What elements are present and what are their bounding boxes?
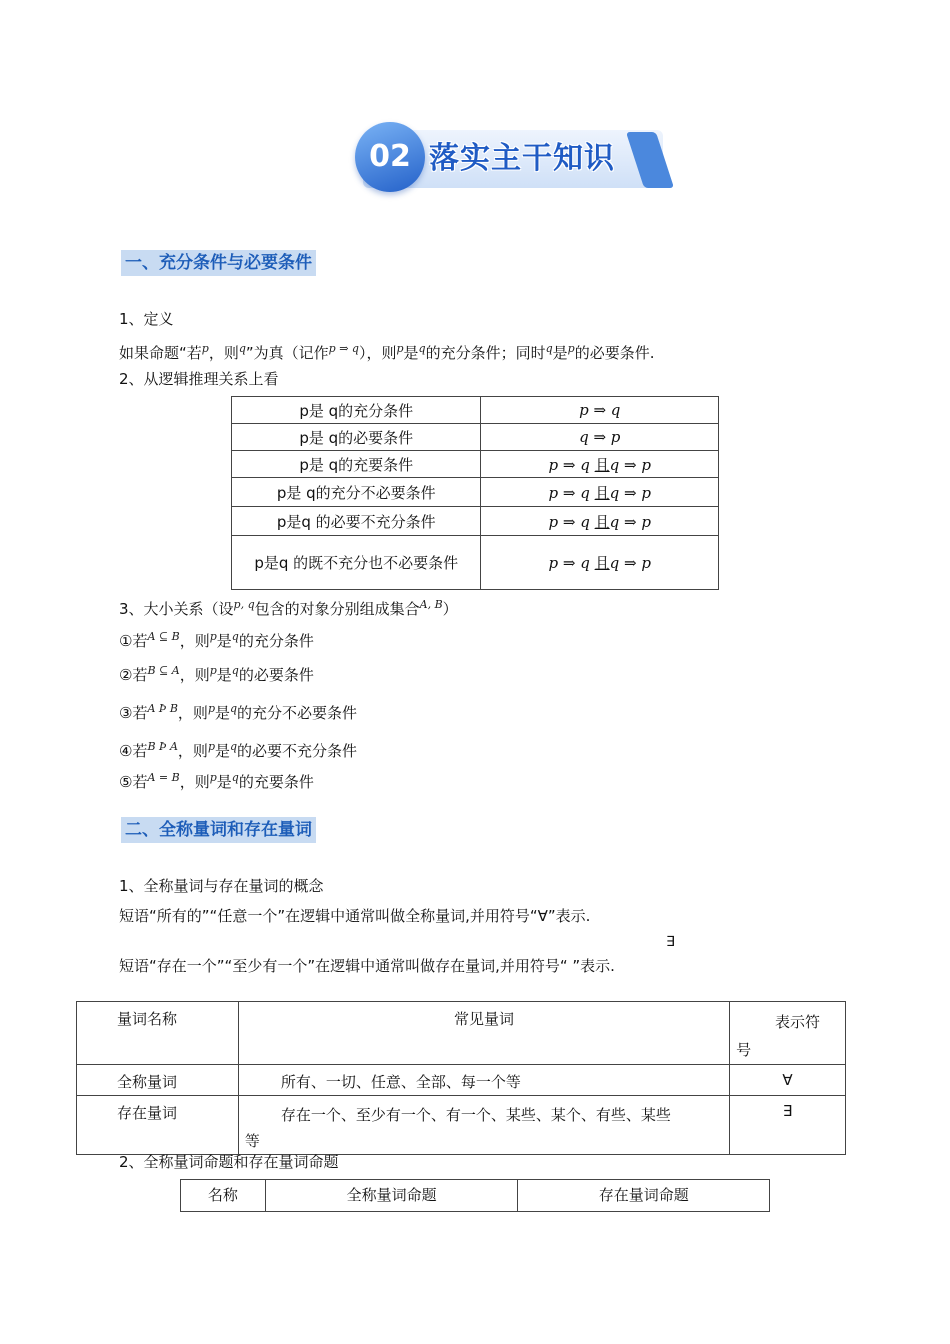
list-item: ③若$^{A Þ B}$，则$^p$是$^q$的充分不必要条件 bbox=[119, 702, 358, 722]
table-row bbox=[77, 1002, 846, 1065]
banner-number: 02 bbox=[355, 122, 425, 192]
table-row bbox=[232, 397, 719, 424]
header-existential: 存在量词命题 bbox=[518, 1180, 770, 1212]
table-cell: p是 q的必要条件 bbox=[232, 424, 481, 451]
table-cell: p是 q的充分条件 bbox=[232, 397, 481, 424]
concept-title: 1、全称量词与存在量词的概念 bbox=[119, 877, 324, 895]
table-cell: q ⇒ p bbox=[481, 424, 719, 451]
list-item: ①若$^{A ⊆ B}$，则$^p$是$^q$的充分条件 bbox=[119, 630, 314, 650]
table-cell: 存在量词 bbox=[77, 1096, 239, 1155]
table-cell: p ⇒ q 且q ⇒ p bbox=[481, 507, 719, 536]
table-cell: 存在一个、至少有一个、有一个、某些、某个、有些、某些 等 bbox=[238, 1096, 729, 1155]
table-cell: 全称量词 bbox=[77, 1065, 239, 1096]
banner-title: 落实主干知识 bbox=[429, 141, 615, 176]
universal-definition: 短语“所有的”“任意一个”在逻辑中通常叫做全称量词,并用符号“∀”表示. bbox=[119, 907, 591, 925]
section2-heading: 二、全称量词和存在量词 bbox=[121, 817, 316, 843]
definition-title: 1、定义 bbox=[119, 310, 174, 328]
list-item: ⑤若$^{A = B}$，则$^p$是$^q$的充要条件 bbox=[119, 771, 314, 791]
table-row bbox=[232, 507, 719, 536]
definition-text: 如果命题“若$^p$，则$^q$”为真（记作$^{p \Rightarrow q}$），则$^p$是$^q$的充分条件；同时$^q$是$^p$的必要条件. bbox=[119, 342, 655, 362]
list-item: ②若$^{B ⊆ A}$，则$^p$是$^q$的必要条件 bbox=[119, 664, 314, 684]
section-banner bbox=[355, 118, 670, 198]
table-cell: ∃ bbox=[730, 1096, 846, 1155]
list-item: ④若$^{B Þ A}$，则$^p$是$^q$的必要不充分条件 bbox=[119, 740, 358, 760]
size-relation-title: 3、大小关系（设$^{p, q}$包含的对象分别组成集合$^{A, B}$） bbox=[119, 598, 458, 618]
table-cell: p ⇒ q bbox=[481, 397, 719, 424]
table-cell: p ⇒ q 且q ⇒ p bbox=[481, 536, 719, 590]
table-cell: p ⇒ q 且q ⇒ p bbox=[481, 451, 719, 478]
section1-heading: 一、充分条件与必要条件 bbox=[121, 250, 316, 276]
table-row bbox=[77, 1065, 846, 1096]
quantifier-table bbox=[76, 1001, 846, 1155]
header-universal: 全称量词命题 bbox=[265, 1180, 518, 1212]
condition-table bbox=[231, 396, 719, 590]
table-cell: p是q 的既不充分也不必要条件 bbox=[232, 536, 481, 590]
table-cell: p ⇒ q 且q ⇒ p bbox=[481, 478, 719, 507]
proposition-title: 2、全称量词命题和存在量词命题 bbox=[119, 1153, 339, 1171]
table-cell: ∀ bbox=[730, 1065, 846, 1096]
proposition-table bbox=[180, 1179, 770, 1212]
existential-definition: 短语“存在一个”“至少有一个”在逻辑中通常叫做存在量词,并用符号“ ”表示. bbox=[119, 957, 615, 975]
table-row bbox=[77, 1096, 846, 1155]
table-cell: p是 q的充要条件 bbox=[232, 451, 481, 478]
logic-title: 2、从逻辑推理关系上看 bbox=[119, 370, 279, 388]
table-row bbox=[232, 451, 719, 478]
header-common: 常见量词 bbox=[238, 1002, 729, 1065]
header-symbol: 表示符 号 bbox=[730, 1002, 846, 1065]
table-row bbox=[232, 478, 719, 507]
table-row bbox=[232, 536, 719, 590]
header-name: 名称 bbox=[181, 1180, 266, 1212]
table-cell: p是 q的充分不必要条件 bbox=[232, 478, 481, 507]
exists-symbol: ∃ bbox=[666, 934, 675, 950]
table-cell: 所有、一切、任意、全部、每一个等 bbox=[238, 1065, 729, 1096]
table-row bbox=[232, 424, 719, 451]
table-row bbox=[181, 1180, 770, 1212]
table-cell: p是q 的必要不充分条件 bbox=[232, 507, 481, 536]
header-name: 量词名称 bbox=[77, 1002, 239, 1065]
